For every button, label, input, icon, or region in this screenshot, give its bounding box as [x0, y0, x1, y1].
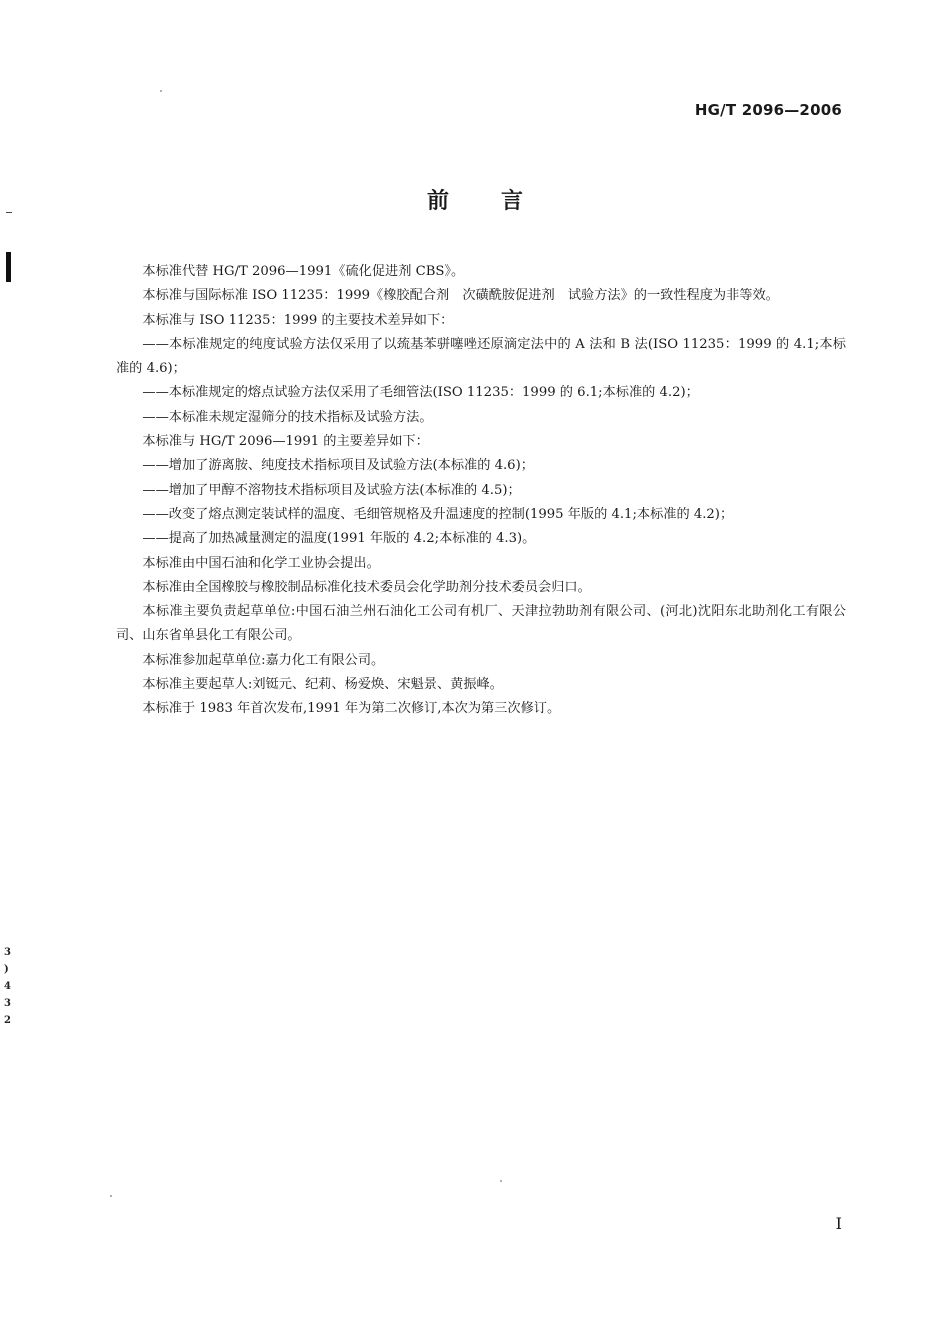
page-number: I	[835, 1214, 842, 1233]
paragraph-10: ——改变了熔点测定装试样的温度、毛细管规格及升温速度的控制(1995 年版的 4.1;本标准的 4.2)；	[142, 506, 734, 522]
margin-digit-marks	[4, 944, 14, 1029]
paragraph-6: ——本标准未规定湿筛分的技术指标及试验方法。	[142, 409, 433, 425]
paragraph-17: 本标准于 1983 年首次发布,1991 年为第二次修订,本次为第三次修订。	[142, 701, 561, 717]
paragraph-12: 本标准由中国石油和化学工业协会提出。	[142, 555, 380, 571]
paragraph-4: ——本标准规定的纯度试验方法仅采用了以巯基苯骈噻唑还原滴定法中的 A 法和 B 法(ISO 11235：1999 的 4.1;本标准的 4.6)；	[116, 336, 846, 377]
foreword-body	[116, 260, 846, 722]
paragraph-2: 本标准与国际标准 ISO 11235：1999《橡胶配合剂 次磺酰胺促进剂 试验方法》的一致性程度为非等效。	[142, 288, 779, 304]
paragraph-9: ——增加了甲醇不溶物技术指标项目及试验方法(本标准的 4.5)；	[142, 482, 521, 498]
scan-speck	[160, 90, 162, 92]
paragraph-11: ——提高了加热减量测定的温度(1991 年版的 4.2;本标准的 4.3)。	[142, 531, 536, 547]
scan-speck	[500, 1180, 502, 1182]
paragraph-1: 本标准代替 HG/T 2096—1991《硫化促进剂 CBS》。	[142, 264, 465, 279]
standard-number-header: HG/T 2096—2006	[694, 101, 842, 119]
paragraph-5: ——本标准规定的熔点试验方法仅采用了毛细管法(ISO 11235：1999 的 6.1;本标准的 4.2)；	[142, 385, 699, 401]
paragraph-7: 本标准与 HG/T 2096—1991 的主要差异如下：	[142, 434, 429, 450]
margin-digit: 2	[4, 1015, 11, 1026]
paragraph-8: ——增加了游离胺、纯度技术指标项目及试验方法(本标准的 4.6)；	[142, 458, 534, 474]
paragraph-13: 本标准由全国橡胶与橡胶制品标准化技术委员会化学助剂分技术委员会归口。	[142, 579, 591, 595]
margin-dash-mark	[6, 212, 12, 213]
paragraph-3: 本标准与 ISO 11235：1999 的主要技术差异如下：	[142, 312, 454, 328]
margin-digit: )	[4, 964, 9, 975]
margin-digit: 3	[4, 947, 11, 958]
paragraph-14: 本标准主要负责起草单位:中国石油兰州石油化工公司有机厂、天津拉勃助剂有限公司、(河北)沈阳东北助剂化工有限公司、山东省单县化工有限公司。	[116, 604, 846, 644]
margin-digit: 4	[4, 981, 11, 992]
page-title: 前言	[426, 189, 575, 214]
margin-bar-mark	[6, 252, 11, 282]
paragraph-15: 本标准参加起草单位:嘉力化工有限公司。	[142, 652, 385, 668]
margin-digit: 3	[4, 998, 11, 1009]
scan-speck	[110, 1195, 112, 1197]
paragraph-16: 本标准主要起草人:刘铤元、纪莉、杨爱焕、宋魁景、黄振峰。	[142, 677, 503, 693]
